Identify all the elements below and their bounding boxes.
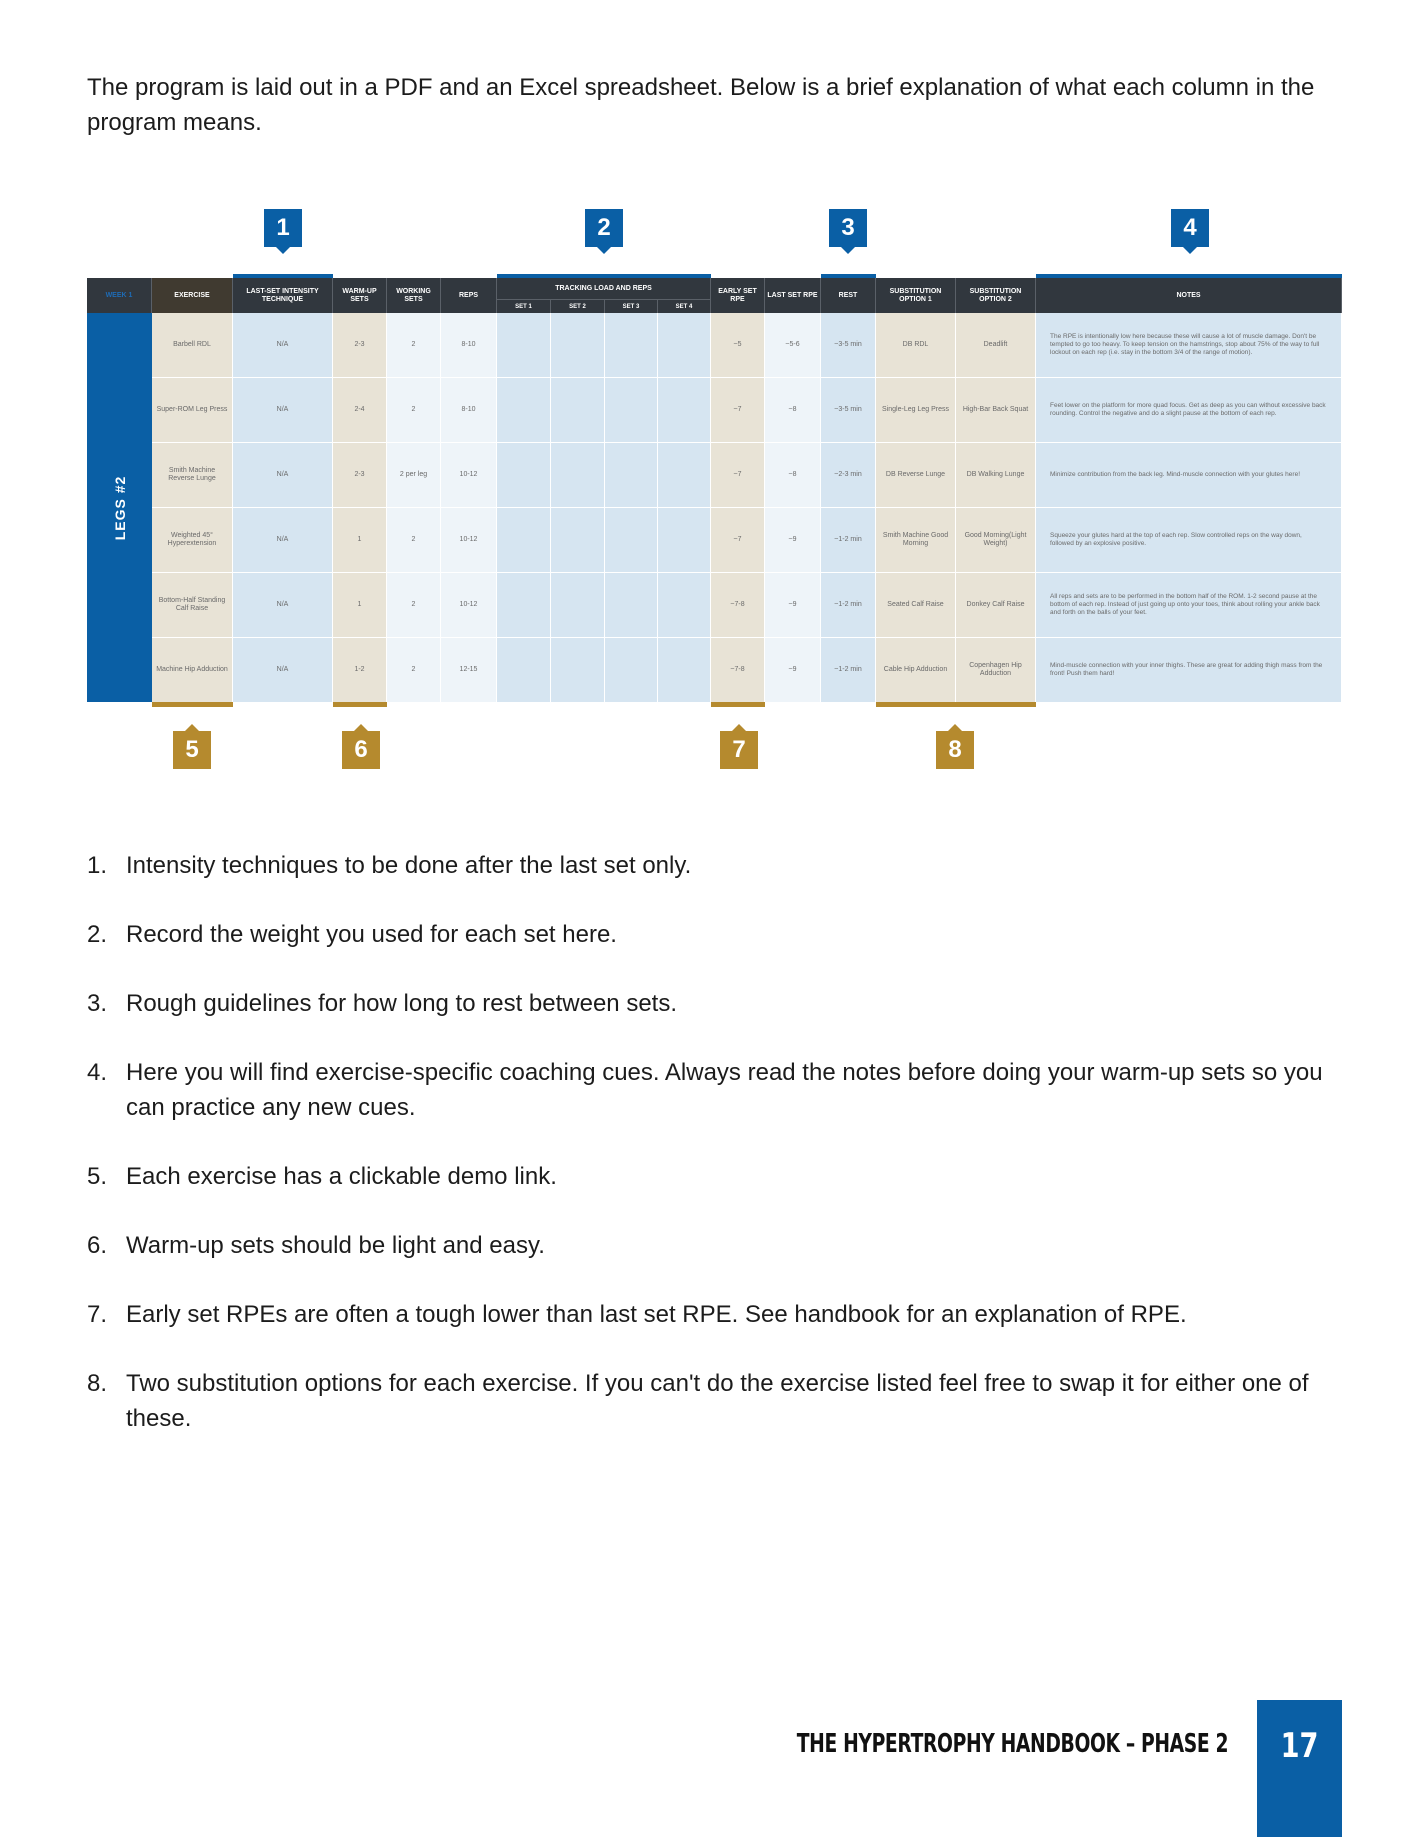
cell-working: 2 [387, 508, 441, 572]
callout-6: 6 [342, 731, 380, 769]
cell-set4[interactable] [658, 378, 711, 442]
cell-early-rpe: ~7-8 [711, 573, 765, 637]
callout-2: 2 [585, 209, 623, 247]
intro-paragraph: The program is laid out in a PDF and an Excel spreadsheet. Below is a brief explanation of what each column in the program means. [87, 74, 1315, 136]
callout-5: 5 [173, 731, 211, 769]
cell-set2[interactable] [551, 378, 605, 442]
cell-working: 2 [387, 378, 441, 442]
cell-set3[interactable] [605, 313, 658, 377]
page-number-box [1257, 1700, 1342, 1837]
cell-set2[interactable] [551, 573, 605, 637]
cell-set3[interactable] [605, 378, 658, 442]
cell-last-rpe: ~8 [765, 443, 821, 507]
cell-working: 2 [387, 573, 441, 637]
cell-working: 2 per leg [387, 443, 441, 507]
list-item: 2. Record the weight you used for each set here. [87, 921, 617, 948]
cell-early-rpe: ~7 [711, 443, 765, 507]
cell-working: 2 [387, 638, 441, 702]
header-set3: SET 3 [605, 299, 658, 313]
cell-set4[interactable] [658, 638, 711, 702]
header-working: WORKING SETS [387, 278, 441, 313]
cell-rest: ~1-2 min [821, 573, 876, 637]
day-label: LEGS #2 [111, 475, 128, 540]
cell-notes: Squeeze your glutes hard at the top of each rep. Slow controlled reps on the way down, followed by an explosive positive. [1036, 508, 1342, 572]
cell-early-rpe: ~7 [711, 508, 765, 572]
cell-set4[interactable] [658, 508, 711, 572]
header-tracking: TRACKING LOAD AND REPS [497, 278, 711, 299]
gold-accent-bar [333, 702, 387, 707]
cell-sub1: DB RDL [876, 313, 956, 377]
cell-sub1: DB Reverse Lunge [876, 443, 956, 507]
cell-rest: ~1-2 min [821, 508, 876, 572]
cell-sub2: Copenhagen Hip Adduction [956, 638, 1036, 702]
cell-set1[interactable] [497, 443, 551, 507]
page-number: 17 [1280, 1726, 1319, 1766]
list-item: 4. Here you will find exercise-specific coaching cues. Always read the notes before doing your warm-up sets so you can practice any new cues. [87, 1059, 1323, 1121]
list-item: 6. Warm-up sets should be light and easy. [87, 1232, 545, 1259]
day-sidebar [87, 313, 152, 702]
cell-set2[interactable] [551, 313, 605, 377]
cell-reps: 8-10 [441, 378, 497, 442]
cell-warmup: 2-4 [333, 378, 387, 442]
cell-warmup: 1 [333, 573, 387, 637]
cell-set1[interactable] [497, 638, 551, 702]
cell-intensity: N/A [233, 443, 333, 507]
cell-exercise[interactable]: Smith Machine Reverse Lunge [152, 443, 233, 507]
cell-reps: 10-12 [441, 508, 497, 572]
cell-exercise[interactable]: Super-ROM Leg Press [152, 378, 233, 442]
cell-set4[interactable] [658, 313, 711, 377]
list-item: 5. Each exercise has a clickable demo link. [87, 1163, 557, 1190]
cell-rest: ~3-5 min [821, 378, 876, 442]
cell-warmup: 2-3 [333, 313, 387, 377]
explanation-list [87, 848, 1357, 1470]
header-sub2: SUBSTITUTION OPTION 2 [956, 278, 1036, 313]
cell-exercise[interactable]: Weighted 45° Hyperextension [152, 508, 233, 572]
list-item: 8. Two substitution options for each exercise. If you can't do the exercise listed feel free to swap it for either one of these. [87, 1370, 1309, 1432]
cell-working: 2 [387, 313, 441, 377]
cell-last-rpe: ~5-6 [765, 313, 821, 377]
callout-1: 1 [264, 209, 302, 247]
cell-warmup: 2-3 [333, 443, 387, 507]
cell-last-rpe: ~8 [765, 378, 821, 442]
cell-sub2: DB Walking Lunge [956, 443, 1036, 507]
cell-sub2: Good Morning(Light Weight) [956, 508, 1036, 572]
cell-rest: ~3-5 min [821, 313, 876, 377]
cell-set3[interactable] [605, 573, 658, 637]
cell-set1[interactable] [497, 573, 551, 637]
header-warmup: WARM-UP SETS [333, 278, 387, 313]
header-last-rpe: LAST SET RPE [765, 278, 821, 313]
header-rest: REST [821, 278, 876, 313]
cell-sub1: Single-Leg Leg Press [876, 378, 956, 442]
gold-accent-bar [876, 702, 1036, 707]
cell-set3[interactable] [605, 508, 658, 572]
header-early-rpe: EARLY SET RPE [711, 278, 765, 313]
header-week: WEEK 1 [87, 278, 152, 313]
cell-set3[interactable] [605, 443, 658, 507]
cell-set4[interactable] [658, 443, 711, 507]
callout-4: 4 [1171, 209, 1209, 247]
cell-warmup: 1-2 [333, 638, 387, 702]
cell-early-rpe: ~7 [711, 378, 765, 442]
cell-sub2: Donkey Calf Raise [956, 573, 1036, 637]
cell-reps: 10-12 [441, 443, 497, 507]
callout-7: 7 [720, 731, 758, 769]
cell-sub1: Cable Hip Adduction [876, 638, 956, 702]
cell-sub2: Deadlift [956, 313, 1036, 377]
cell-reps: 8-10 [441, 313, 497, 377]
callout-3: 3 [829, 209, 867, 247]
list-item: 3. Rough guidelines for how long to rest between sets. [87, 990, 678, 1017]
cell-intensity: N/A [233, 508, 333, 572]
cell-set1[interactable] [497, 508, 551, 572]
cell-notes: Minimize contribution from the back leg. Mind-muscle connection with your glutes here! [1036, 443, 1342, 507]
cell-set1[interactable] [497, 378, 551, 442]
cell-reps: 12-15 [441, 638, 497, 702]
cell-sub1: Smith Machine Good Morning [876, 508, 956, 572]
cell-sub1: Seated Calf Raise [876, 573, 956, 637]
header-intensity: LAST-SET INTENSITY TECHNIQUE [233, 278, 333, 313]
header-exercise: EXERCISE [152, 278, 233, 313]
cell-set2[interactable] [551, 638, 605, 702]
cell-set2[interactable] [551, 508, 605, 572]
cell-last-rpe: ~9 [765, 508, 821, 572]
gold-accent-bar [152, 702, 233, 707]
list-item: 1. Intensity techniques to be done after the last set only. [87, 852, 692, 879]
header-sub1: SUBSTITUTION OPTION 1 [876, 278, 956, 313]
cell-early-rpe: ~5 [711, 313, 765, 377]
gold-accent-bar [711, 702, 765, 707]
program-table-figure [0, 0, 1428, 800]
cell-sub2: High-Bar Back Squat [956, 378, 1036, 442]
header-set4: SET 4 [658, 299, 711, 313]
cell-set3[interactable] [605, 638, 658, 702]
cell-exercise[interactable]: Bottom-Half Standing Calf Raise [152, 573, 233, 637]
cell-intensity: N/A [233, 638, 333, 702]
cell-warmup: 1 [333, 508, 387, 572]
cell-rest: ~1-2 min [821, 638, 876, 702]
header-notes: NOTES [1036, 278, 1342, 313]
cell-set4[interactable] [658, 573, 711, 637]
cell-set2[interactable] [551, 443, 605, 507]
cell-intensity: N/A [233, 378, 333, 442]
callout-8: 8 [936, 731, 974, 769]
header-reps: REPS [441, 278, 497, 313]
cell-set1[interactable] [497, 313, 551, 377]
cell-last-rpe: ~9 [765, 573, 821, 637]
cell-notes: All reps and sets are to be performed in the bottom half of the ROM. 1-2 second pause at the bottom of each rep. Instead of just going up onto your toes, think about rolling your ankle back and forth on the balls of your feet. [1036, 573, 1342, 637]
cell-reps: 10-12 [441, 573, 497, 637]
footer-title: THE HYPERTROPHY HANDBOOK – PHASE 2 [796, 1729, 1228, 1759]
cell-exercise[interactable]: Machine Hip Adduction [152, 638, 233, 702]
cell-notes: Feet lower on the platform for more quad focus. Get as deep as you can without excessive back rounding. Control the negative and do a slight pause at the bottom of each rep. [1036, 378, 1342, 442]
cell-last-rpe: ~9 [765, 638, 821, 702]
cell-rest: ~2-3 min [821, 443, 876, 507]
cell-exercise[interactable]: Barbell RDL [152, 313, 233, 377]
header-set2: SET 2 [551, 299, 605, 313]
program-table [87, 278, 1342, 702]
cell-early-rpe: ~7-8 [711, 638, 765, 702]
cell-intensity: N/A [233, 313, 333, 377]
cell-intensity: N/A [233, 573, 333, 637]
list-item: 7. Early set RPEs are often a tough lower than last set RPE. See handbook for an explanation of RPE. [87, 1301, 1187, 1328]
cell-notes: Mind-muscle connection with your inner thighs. These are great for adding thigh mass from the front! Push them hard! [1036, 638, 1342, 702]
header-set1: SET 1 [497, 299, 551, 313]
cell-notes: The RPE is intentionally low here because these will cause a lot of muscle damage. Don't be tempted to go too heavy. To keep tension on the hamstrings, stop about 75% of the way to full lockout on each rep (i.e. stay in the bottom 3/4 of the range of motion). [1036, 313, 1342, 377]
